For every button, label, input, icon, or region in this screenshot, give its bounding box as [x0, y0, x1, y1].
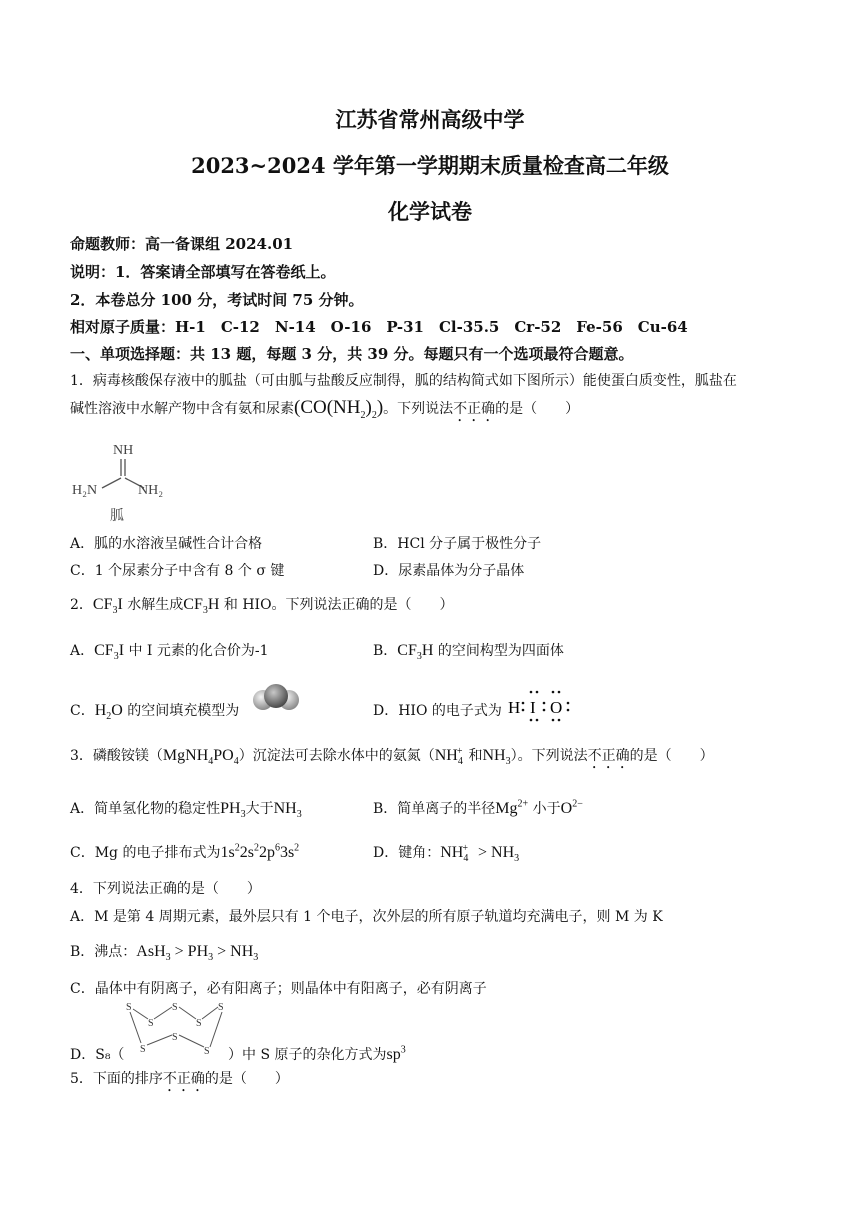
guanidine-label: 胍	[110, 509, 124, 524]
q3-stem-d: ）。下列说法	[510, 748, 588, 764]
bond-angle-comparison: $NH_4^+ > NH_3$	[440, 842, 520, 865]
guanidine-structure-diagram	[66, 436, 178, 526]
q3-b-text: B．简单离子的半径	[373, 801, 496, 817]
cf3i-formula: $CF_3I$	[94, 642, 125, 663]
q2-b-text: 的空间构型为四面体	[437, 643, 564, 659]
q2-d-text: D．HIO 的电子式为	[373, 703, 502, 719]
svg-text:S: S	[172, 1032, 178, 1043]
q1-emphasis: 不正确	[453, 401, 496, 417]
o-ion-formula: $O^{2-}$	[560, 798, 583, 817]
q2-stem-mid: 水解生成	[127, 597, 184, 613]
q5-emphasis: 不正确	[162, 1071, 205, 1087]
q2-c-label: C．	[70, 703, 95, 719]
note-1: 说明：1．答案请全部填写在答卷纸上。	[70, 263, 336, 281]
q3-option-b[interactable]	[373, 798, 583, 818]
cf3i-formula: $CF_3I$	[92, 596, 123, 617]
q1-option-c[interactable]: C．1 个尿素分子中含有 8 个 σ 键	[70, 563, 285, 579]
q1-stem-text: 碱性溶液中水解产物中含有氨和尿素	[70, 401, 294, 417]
q4-option-d	[228, 1044, 406, 1064]
urea-formula: $(CO(NH_2)_2)$	[294, 397, 384, 421]
q3-option-a[interactable]	[70, 798, 302, 820]
q2-a-text: 中 I 元素的化合价为-1	[128, 643, 269, 659]
q1-stem-line2	[70, 397, 579, 425]
q1-stem-end: 的是（ ）	[495, 401, 580, 417]
svg-text:NH: NH	[113, 443, 134, 458]
q5-stem-a: 5．下面的排序	[70, 1071, 163, 1087]
q1-stem-line1: 1．病毒核酸保存液中的胍盐（可由胍与盐酸反应制得，胍的结构简式如下图所示）能使蛋白质变性，胍盐在	[70, 373, 737, 389]
svg-text:S: S	[196, 1018, 202, 1029]
school-name: 江苏省常州高级中学	[335, 107, 525, 132]
nh3-formula: $NH_3$	[273, 800, 302, 821]
svg-text:O: O	[550, 698, 563, 717]
q3-a-mid: 大于	[245, 801, 274, 817]
q2-option-d[interactable]	[373, 700, 502, 720]
svg-text:NH₂: NH₂	[138, 483, 164, 498]
cf3h-formula: $CF_3H$	[397, 642, 434, 663]
q3-stem	[70, 745, 714, 772]
q3-emphasis: 不正确	[587, 748, 630, 764]
section-1-heading: 一、单项选择题：共 13 题，每题 3 分，共 39 分。每题只有一个选项最符合题意。	[70, 345, 634, 363]
subject-title: 化学试卷	[388, 199, 472, 224]
q1-option-d[interactable]: D．尿素晶体为分子晶体	[373, 563, 525, 579]
mgnh4po4-formula: $MgNH_4PO_4$	[162, 747, 239, 768]
q5-stem	[70, 1068, 289, 1095]
svg-text:S: S	[140, 1044, 146, 1055]
q3-a-text: A．简单氢化物的稳定性	[70, 801, 221, 817]
q3-option-c[interactable]	[70, 842, 299, 862]
q3-c-text: C．Mg 的电子排布式为	[70, 845, 221, 861]
s8-ring-structure-diagram	[122, 998, 234, 1062]
q2-option-b[interactable]	[373, 640, 564, 662]
q3-stem-c: 和	[468, 748, 483, 764]
sp3-formula: $sp^3$	[386, 1044, 406, 1063]
q2-a-label: A．	[70, 643, 95, 659]
q2-number: 2．	[70, 597, 93, 613]
q2-c-text: 的空间填充模型为	[127, 703, 240, 719]
q3-option-d[interactable]	[373, 842, 519, 864]
q2-stem	[70, 594, 454, 616]
svg-text:H: H	[508, 698, 521, 717]
ph3-formula: $PH_3$	[220, 800, 246, 821]
q1-stem-post: 。下列说法	[383, 401, 454, 417]
note-2: 2．本卷总分 100 分，考试时间 75 分钟。	[70, 291, 364, 309]
svg-text:I: I	[530, 698, 536, 717]
boiling-point-comparison: $AsH_3 > PH_3 > NH_3$	[136, 943, 259, 964]
q4-d-text: ）中 S 原子的杂化方式为	[228, 1047, 387, 1063]
q2-option-a[interactable]	[70, 640, 269, 662]
cf3h-formula: $CF_3H$	[183, 596, 220, 617]
svg-text:S: S	[218, 1002, 224, 1013]
nh3-formula: $NH_3$	[482, 747, 511, 768]
nh4-ion-formula: $NH_4^+$	[434, 745, 463, 768]
q1-option-a[interactable]: A．胍的水溶液呈碱性合计合格	[70, 536, 263, 552]
q5-stem-b: 的是（ ）	[204, 1071, 289, 1087]
svg-text:S: S	[148, 1018, 154, 1029]
q4-stem: 4．下列说法正确的是（ ）	[70, 881, 261, 897]
water-space-filling-model-icon	[252, 682, 300, 716]
atomic-masses: 相对原子质量：H-1 C-12 N-14 O-16 P-31 Cl-35.5 Cr-52 Fe-56 Cu-64	[70, 318, 688, 336]
mg-ion-formula: $Mg^{2+}$	[495, 798, 529, 817]
q4-option-b[interactable]	[70, 941, 258, 963]
svg-text:H₂N: H₂N	[72, 483, 98, 498]
svg-text:S: S	[126, 1002, 132, 1013]
q1-option-b[interactable]: B．HCl 分子属于极性分子	[373, 536, 542, 552]
mg-electron-configuration: $1s^22s^22p^63s^2$	[220, 842, 300, 861]
hio-electron-dot-formula	[506, 688, 582, 724]
q2-b-label: B．	[373, 643, 398, 659]
q3-stem-b: ）沉淀法可去除水体中的氨氮（	[238, 748, 435, 764]
q4-b-text: B．沸点：	[70, 944, 137, 960]
q2-option-c[interactable]	[70, 700, 239, 722]
q3-stem-a: 3．磷酸铵镁（	[70, 748, 163, 764]
q4-option-a[interactable]: A．M 是第 4 周期元素，最外层只有 1 个电子，次外层的所有原子轨道均充满电子，则 M 为 K	[70, 909, 663, 925]
q2-stem-end: 和 HIO。下列说法正确的是（ ）	[223, 597, 454, 613]
teacher-line: 命题教师：高一备课组 2024.01	[70, 235, 294, 253]
svg-text:S: S	[172, 1002, 178, 1013]
q4-option-d-label[interactable]: D．S₈（	[70, 1047, 125, 1063]
q3-stem-e: 的是（ ）	[629, 748, 714, 764]
q3-b-mid: 小于	[532, 801, 561, 817]
q4-option-c[interactable]: C．晶体中有阴离子，必有阳离子；则晶体中有阳离子，必有阴离子	[70, 981, 487, 997]
exam-title: 2023~2024 学年第一学期期末质量检查高二年级	[191, 153, 669, 178]
q3-d-text: D．键角：	[373, 845, 441, 861]
svg-text:S: S	[204, 1046, 210, 1057]
h2o-formula: $H_2O$	[94, 702, 123, 723]
